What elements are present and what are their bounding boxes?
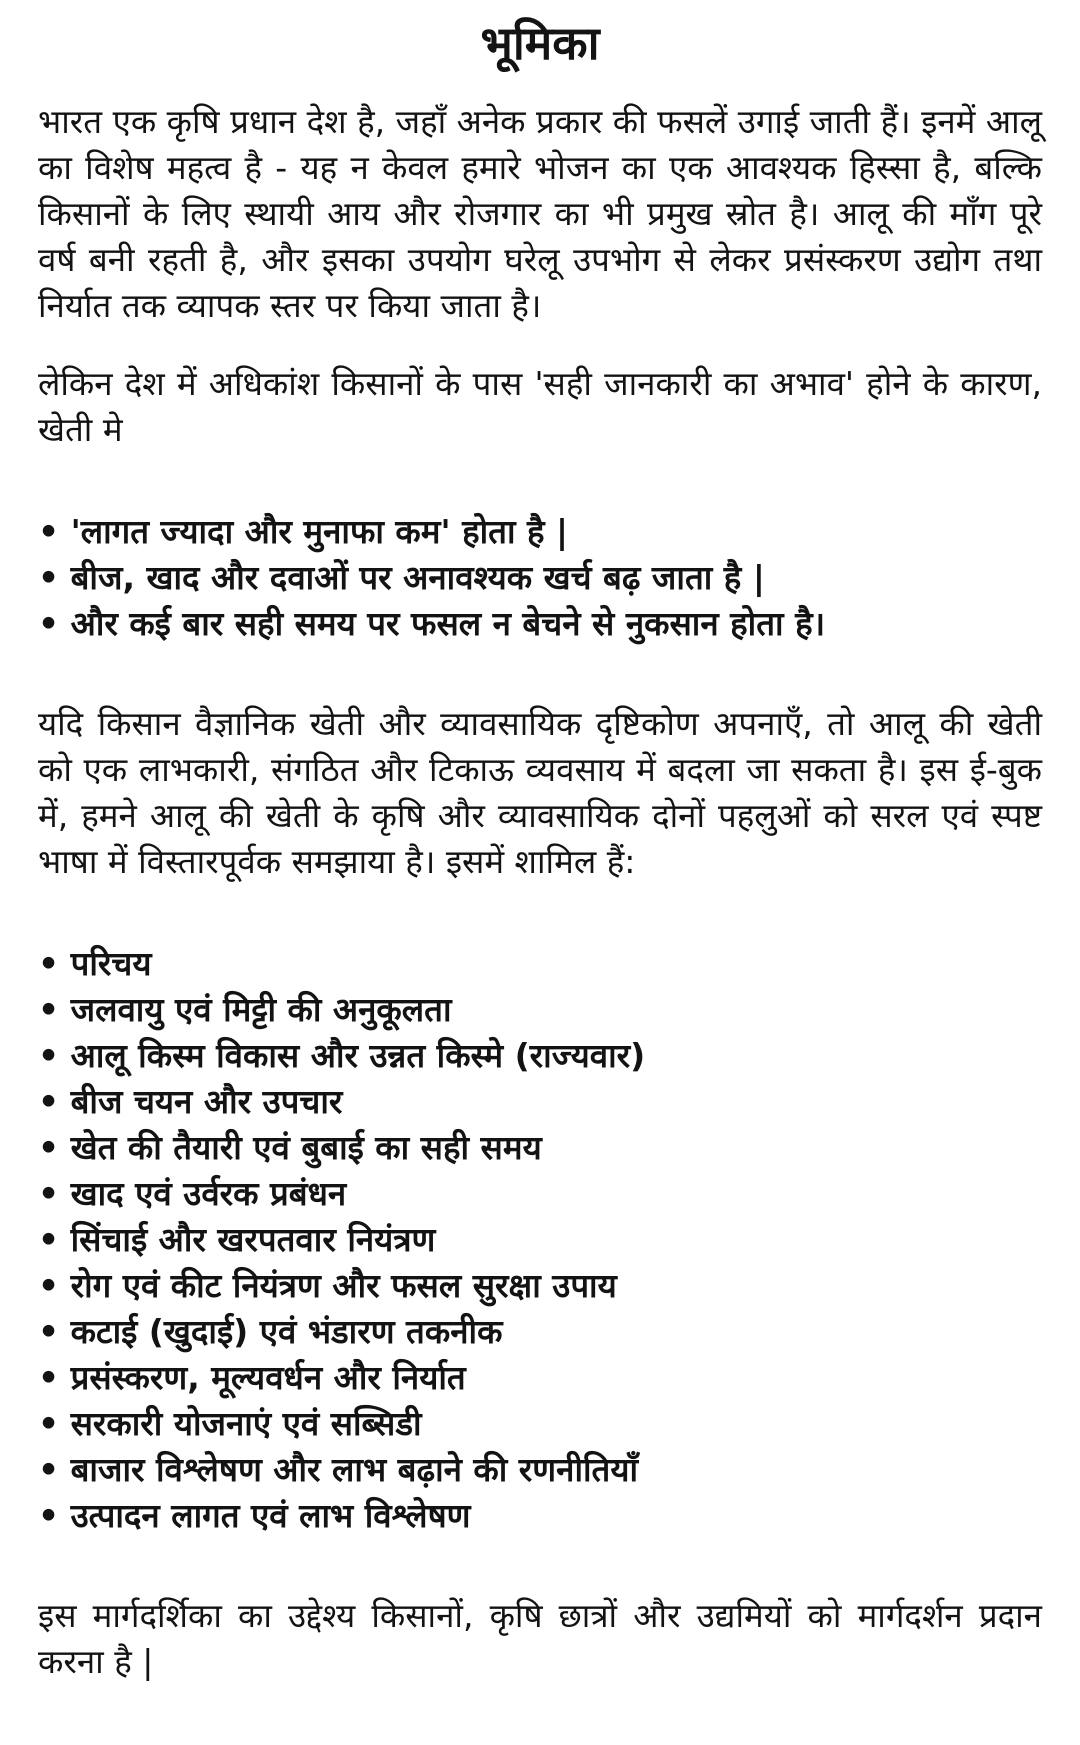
solution-paragraph: यदि किसान वैज्ञानिक खेती और व्यावसायिक दृष्टिकोण अपनाएँ, तो आलू की खेती को एक लाभकारी, संगठित और टिकाऊ व्यवसाय में बदला जा सकता है। इस ई-बुक में, हमने आलू की खेती के कृषि और व्यावसायिक दोनों पहलुओं को सरल एवं स्पष्ट भाषा में विस्तारपूर्वक समझाया है। इसमें शामिल हैं: bbox=[38, 704, 1042, 882]
contents-item: • खाद एवं उर्वरक प्रबंधन bbox=[38, 1171, 1042, 1217]
contents-item: • सरकारी योजनाएं एवं सब्सिडी bbox=[38, 1401, 1042, 1447]
contents-item: • बीज चयन और उपचार bbox=[38, 1079, 1042, 1125]
problem-item: • और कई बार सही समय पर फसल न बेचने से नुकसान होता है। bbox=[38, 601, 1042, 647]
contents-item: • सिंचाई और खरपतवार नियंत्रण bbox=[38, 1217, 1042, 1263]
contents-item: • रोग एवं कीट नियंत्रण और फसल सुरक्षा उपाय bbox=[38, 1263, 1042, 1309]
problem-item: • 'लागत ज्यादा और मुनाफा कम' होता है | bbox=[38, 509, 1042, 555]
contents-list bbox=[38, 941, 1042, 1539]
page-title: भूमिका bbox=[480, 16, 600, 70]
contents-item: • खेत की तैयारी एवं बुबाई का सही समय bbox=[38, 1125, 1042, 1171]
contents-item: • प्रसंस्करण, मूल्यवर्धन और निर्यात bbox=[38, 1355, 1042, 1401]
contents-item: • उत्पादन लागत एवं लाभ विश्लेषण bbox=[38, 1493, 1042, 1539]
contents-item: • बाजार विश्लेषण और लाभ बढ़ाने की रणनीतियाँ bbox=[38, 1447, 1042, 1493]
intro-paragraph: भारत एक कृषि प्रधान देश है, जहाँ अनेक प्रकार की फसलें उगाई जाती हैं। इनमें आलू का विशेष महत्व है - यह न केवल हमारे भोजन का एक आवश्यक हिस्सा है, बल्कि किसानों के लिए स्थायी आय और रोजगार का भी प्रमुख स्रोत है। आलू की माँग पूरे वर्ष बनी रहती है, और इसका उपयोग घरेलू उपभोग से लेकर प्रसंस्करण उद्योग तथा निर्यात तक व्यापक स्तर पर किया जाता है। bbox=[38, 102, 1043, 326]
contents-item: • आलू किस्म विकास और उन्नत किस्मे (राज्यवार) bbox=[38, 1033, 1042, 1079]
problem-item: • बीज, खाद और दवाओं पर अनावश्यक खर्च बढ़ जाता है | bbox=[38, 555, 1042, 601]
contents-item: • जलवायु एवं मिट्टी की अनुकूलता bbox=[38, 987, 1042, 1033]
closing-paragraph: इस मार्गदर्शिका का उद्देश्य किसानों, कृषि छात्रों और उद्यमियों को मार्गदर्शन प्रदान करना है | bbox=[38, 1596, 1042, 1682]
contents-item: • कटाई (खुदाई) एवं भंडारण तकनीक bbox=[38, 1309, 1042, 1355]
problem-list bbox=[38, 509, 1042, 647]
problem-lead-paragraph: लेकिन देश में अधिकांश किसानों के पास 'सही जानकारी का अभाव' होने के कारण, खेती मे bbox=[38, 364, 1042, 450]
contents-item: • परिचय bbox=[38, 941, 1042, 987]
